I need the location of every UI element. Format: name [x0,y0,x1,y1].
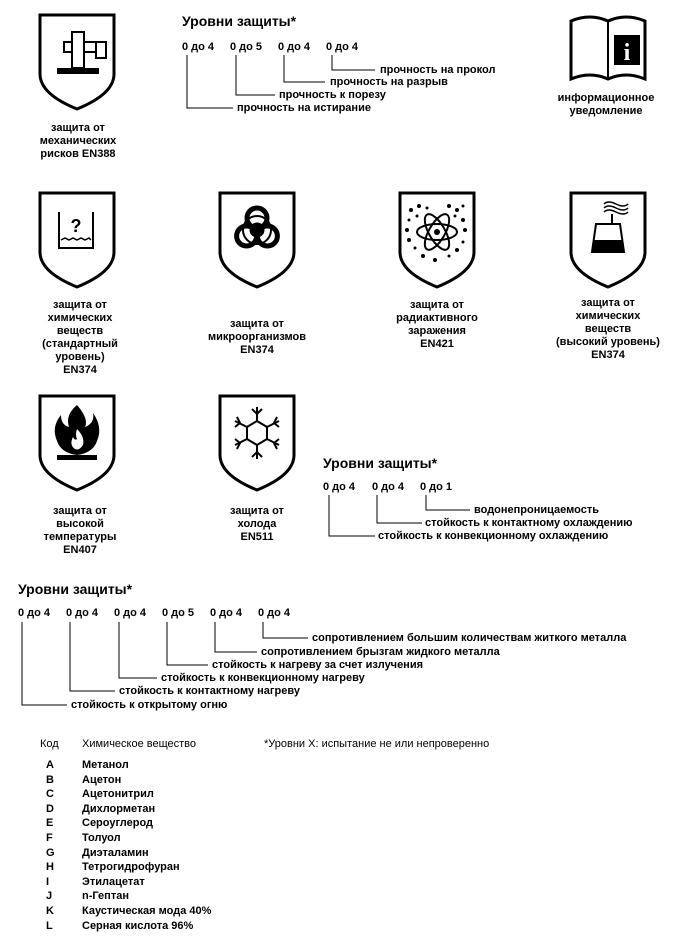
svg-text:?: ? [70,216,82,236]
table-row: B Ацетон [46,773,122,786]
levels-title-cold: Уровни защиты* [323,455,438,471]
table-row: A Метанол [46,759,129,771]
table-header-name: Химическое вещество [82,738,197,750]
label-cold-1: водонепроницаемость [474,504,599,516]
table-row: J n-Гептан [46,890,129,903]
range-heat-2: 0 до 4 [66,607,99,619]
label-heat-2: сопротивлением брызгам жидкого металла [261,646,500,658]
label-heat-1: сопротивлением большим количествам житкого металла [312,632,627,644]
range-cold-3: 0 до 1 [420,481,453,493]
table-header-code: Код [40,738,59,750]
caption-info: информационное уведомление [557,92,655,117]
table-row: C Ацетонитрил [46,788,154,801]
range-heat-6: 0 до 4 [258,607,291,619]
chem-table [40,755,340,930]
caption-heat: защита от высокой температуры EN407 [43,505,117,556]
svg-text:i: i [623,40,631,66]
label-heat-3: стойкость к нагреву за счет излучения [212,659,424,671]
table-row: E Сероуглерод [46,817,154,830]
caption-mechanical: защита от механических рисков EN388 [39,122,117,160]
range-cold-2: 0 до 4 [372,481,405,493]
range-heat-5: 0 до 4 [210,607,243,619]
range-mech-1: 0 до 4 [182,41,215,53]
caption-cold: защита от холода EN511 [230,505,284,543]
levels-title-mech: Уровни защиты* [182,13,297,29]
label-mech-4: прочность на истирание [237,102,371,114]
caption-radio: защита от радиактивного заражения EN421 [396,299,478,350]
range-cold-1: 0 до 4 [323,481,356,493]
range-heat-4: 0 до 5 [162,607,195,619]
range-mech-2: 0 до 5 [230,41,263,53]
range-mech-4: 0 до 4 [326,41,359,53]
caption-micro: защита от микроорганизмов EN374 [207,318,307,356]
table-row: I Этилацетат [46,875,145,888]
table-row: K Каустическая мода 40% [46,904,212,917]
range-heat-3: 0 до 4 [114,607,147,619]
caption-chem-std: защита от химических веществ (стандартный уровень) EN374 [42,299,118,376]
range-heat-1: 0 до 4 [18,607,51,619]
label-heat-5: стойкость к контактному нагреву [119,685,300,697]
range-mech-3: 0 до 4 [278,41,311,53]
table-row: L Серная кислота 96% [46,919,194,932]
table-row: D Дихлорметан [46,802,156,815]
label-mech-3: прочность к порезу [279,89,386,101]
label-mech-1: прочность на прокол [380,64,496,76]
levels-title-heat: Уровни защиты* [18,581,133,597]
label-cold-2: стойкость к контактному охлаждению [425,517,633,529]
table-row: H Тетрогидрофуран [46,861,180,874]
label-heat-4: стойкость к конвекционному нагреву [161,672,365,684]
table-row: G Диэталамин [46,846,149,859]
label-mech-2: прочность на разрыв [330,76,448,88]
table-note: *Уровни X: испытание не или непроверенно [264,738,490,750]
label-heat-6: стойкость к открытому огню [71,699,228,711]
label-cold-3: стойкость к конвекционному охлаждению [378,530,609,542]
caption-chem-high: защита от химических веществ (высокий уровень) EN374 [556,297,660,361]
table-row: F Толуол [46,831,121,844]
